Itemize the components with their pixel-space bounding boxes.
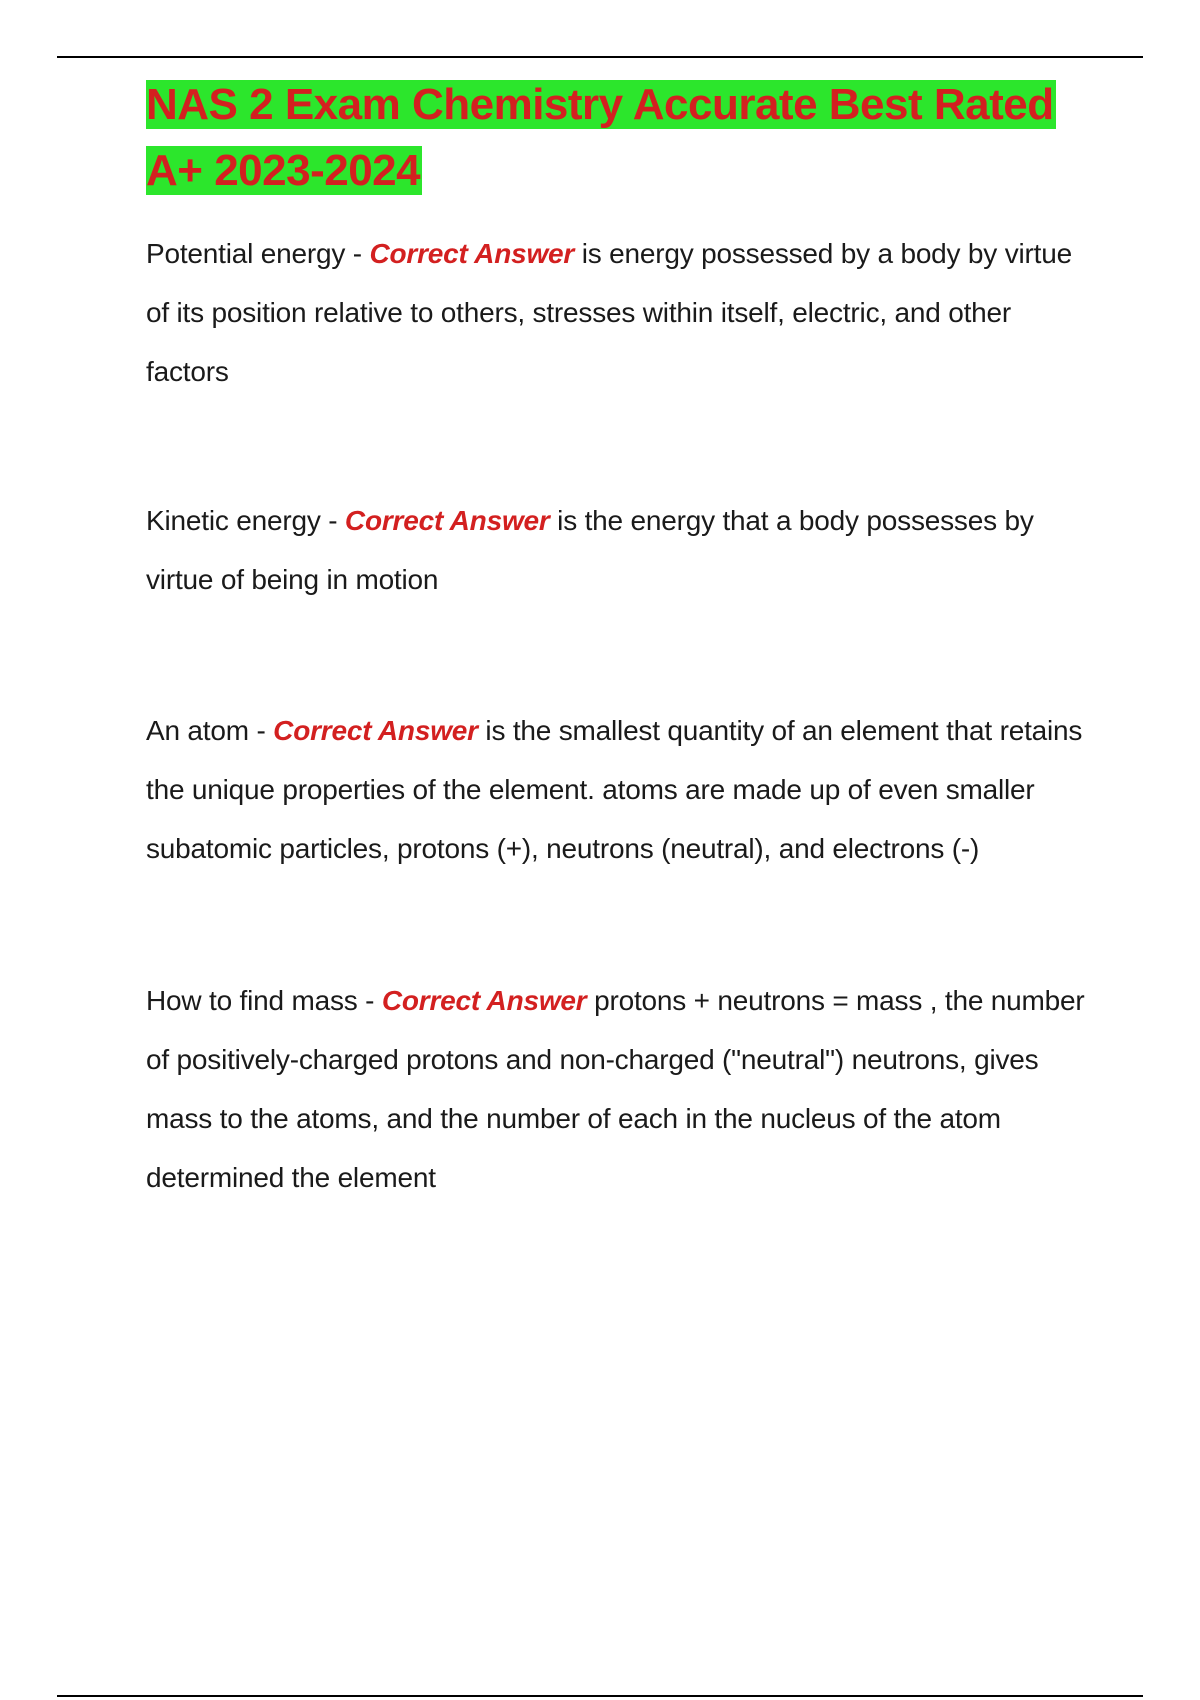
correct-answer-label: Correct Answer [273, 715, 478, 746]
correct-answer-label: Correct Answer [381, 985, 587, 1016]
qa-entry-find-mass [146, 971, 1086, 1207]
qa-entry-potential-energy [146, 224, 1086, 401]
header-rule [57, 56, 1143, 58]
qa-entry-atom [146, 701, 1086, 878]
entry-definition: protons + neutrons = mass , the number of positively-charged protons and non-charged ("neutral") neutrons, gives mass to the atoms, and the number of each in the nucleus of the atom determined the element [146, 985, 1085, 1193]
qa-entry-kinetic-energy [146, 491, 1086, 609]
entry-definition: is the smallest quantity of an element that retains the unique properties of the element. atoms are made up of even smaller subatomic particles, protons (+), neutrons (neutral), and electrons (-) [146, 715, 1083, 864]
entry-term: How to find mass - [146, 985, 382, 1016]
entry-definition: is energy possessed by a body by virtue of its position relative to others, stresses within itself, electric, and other factors [146, 238, 1072, 387]
correct-answer-label: Correct Answer [369, 238, 575, 269]
footer-rule [57, 1695, 1143, 1697]
entry-term: Potential energy - [146, 238, 370, 269]
title-highlight: NAS 2 Exam Chemistry Accurate Best Rated A+ 2023-2024 [146, 80, 1054, 195]
document-body [146, 72, 1086, 1207]
document-title [146, 72, 1086, 204]
correct-answer-label: Correct Answer [344, 505, 550, 536]
entry-definition: is the energy that a body possesses by virtue of being in motion [146, 505, 1034, 595]
entry-term: An atom - [146, 715, 274, 746]
entry-term: Kinetic energy - [146, 505, 345, 536]
